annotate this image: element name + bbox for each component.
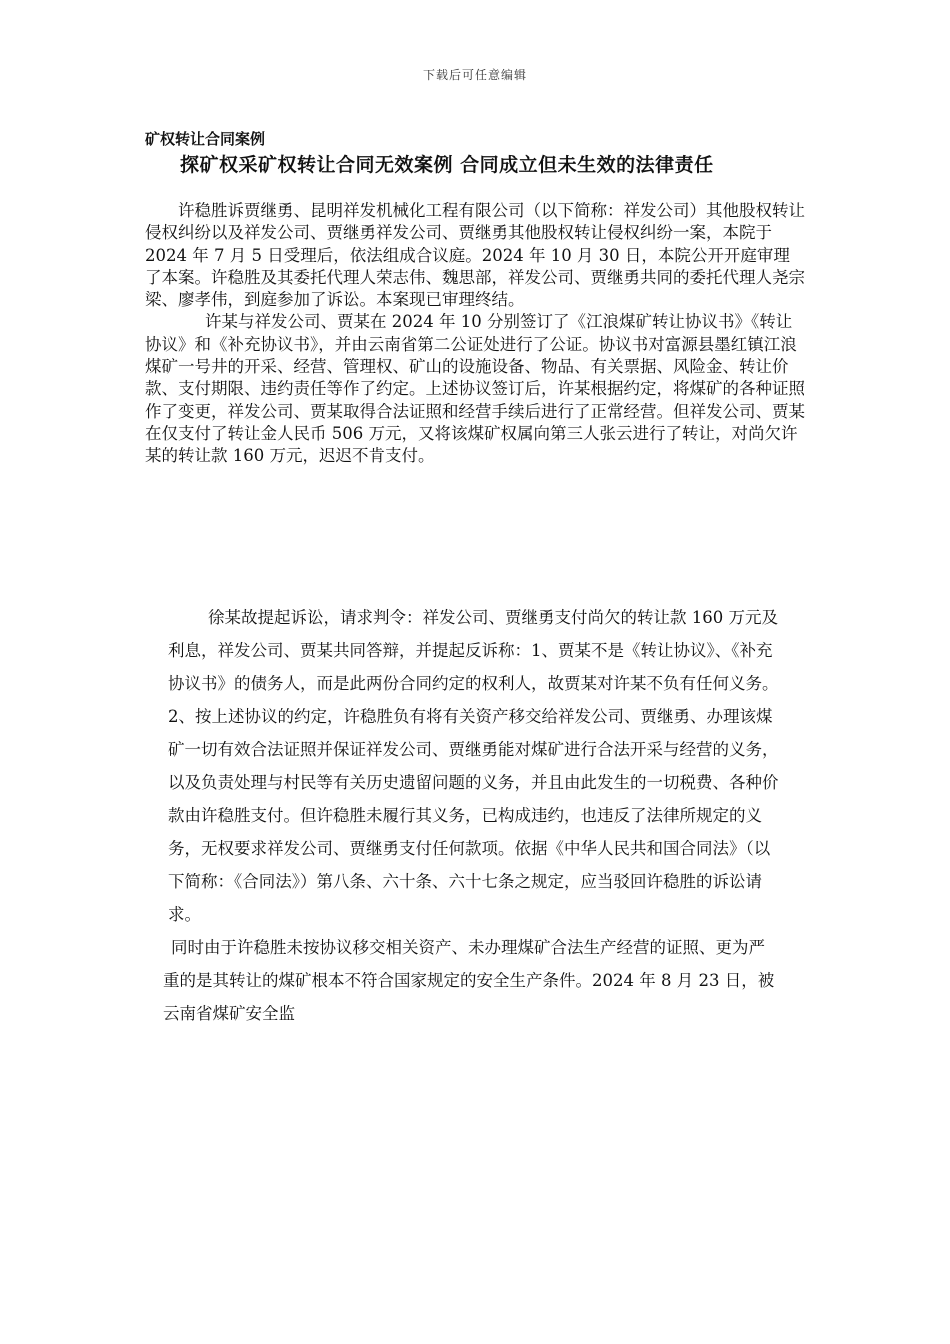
- paragraph-counter-facts: 同时由于许稳胜未按协议移交相关资产、未办理煤矿合法生产经营的证照、更为严重的是其转让的煤矿根本不符合国家规定的安全生产条件。2024 年 8 月 23 日，被云南省煤矿安全监: [163, 938, 775, 1023]
- page-header-note: 下载后可任意编辑: [422, 68, 527, 82]
- paragraph-lawsuit-claims: 徐某故提起诉讼，请求判令：祥发公司、贾继勇支付尚欠的转让款 160 万元及利息，祥发公司、贾某共同答辩，并提起反诉称：1、贾某不是《转让协议》、《补充协议书》的债务人，而是此两份合同约定的权利人，故贾某对许某不负有任何义务。2、按上述协议的约定，许稳胜负有将有关资产移交给祥发公司、贾继勇、办理该煤矿一切有效合法证照并保证祥发公司、贾继勇能对煤矿进行合法开采与经营的义务，以及负责处理与村民等有关历史遗留问题的义务，并且由此发生的一切税费、各种价款由许稳胜支付。但许稳胜未履行其义务，已构成违约，也违反了法律所规定的义务，无权要求祥发公司、贾继勇支付任何款项。依据《中华人民共和国合同法》（以下简称：《合同法》）第八条、六十条、六十七条之规定，应当驳回许稳胜的诉讼请求。: [168, 608, 779, 924]
- paragraph-contract-facts: 许某与祥发公司、贾某在 2024 年 10 分别签订了《江浪煤矿转让协议书》《转让协议》和《补充协议书》，并由云南省第二公证处进行了公证。协议书对富源县墨红镇江浪煤矿一号井的开采、经营、管理权、矿山的设施设备、物品、有关票据、风险金、转让价款、支付期限、违约责任等作了约定。上述协议签订后，许某根据约定，将煤矿的各种证照作了变更，祥发公司、贾某取得合法证照和经营手续后进行了正常经营。但祥发公司、贾某在仅支付了转让金人民币 506 万元，又将该煤矿权属向第三人张云进行了转让，对尚欠许某的转让款 160 万元，迟迟不肯支付。: [145, 312, 805, 466]
- document-title: 探矿权采矿权转让合同无效案例 合同成立但未生效的法律责任: [180, 154, 714, 176]
- document-category: 矿权转让合同案例: [145, 130, 266, 148]
- paragraph-case-intro: 许稳胜诉贾继勇、昆明祥发机械化工程有限公司（以下简称：祥发公司）其他股权转让侵权纠纷以及祥发公司、贾继勇祥发公司、贾继勇其他股权转让侵权纠纷一案，本院于 2024 年 7 月 5 日受理后，依法组成合议庭。2024 年 10 月 30 日，本院公开开庭审理了本案。许稳胜及其委托代理人荣志伟、魏思部，祥发公司、贾继勇共同的委托代理人尧宗梁、廖孝伟，到庭参加了诉讼。本案现已审理终结。: [145, 201, 805, 310]
- claims-section: [163, 601, 780, 1030]
- intro-section: [145, 200, 805, 468]
